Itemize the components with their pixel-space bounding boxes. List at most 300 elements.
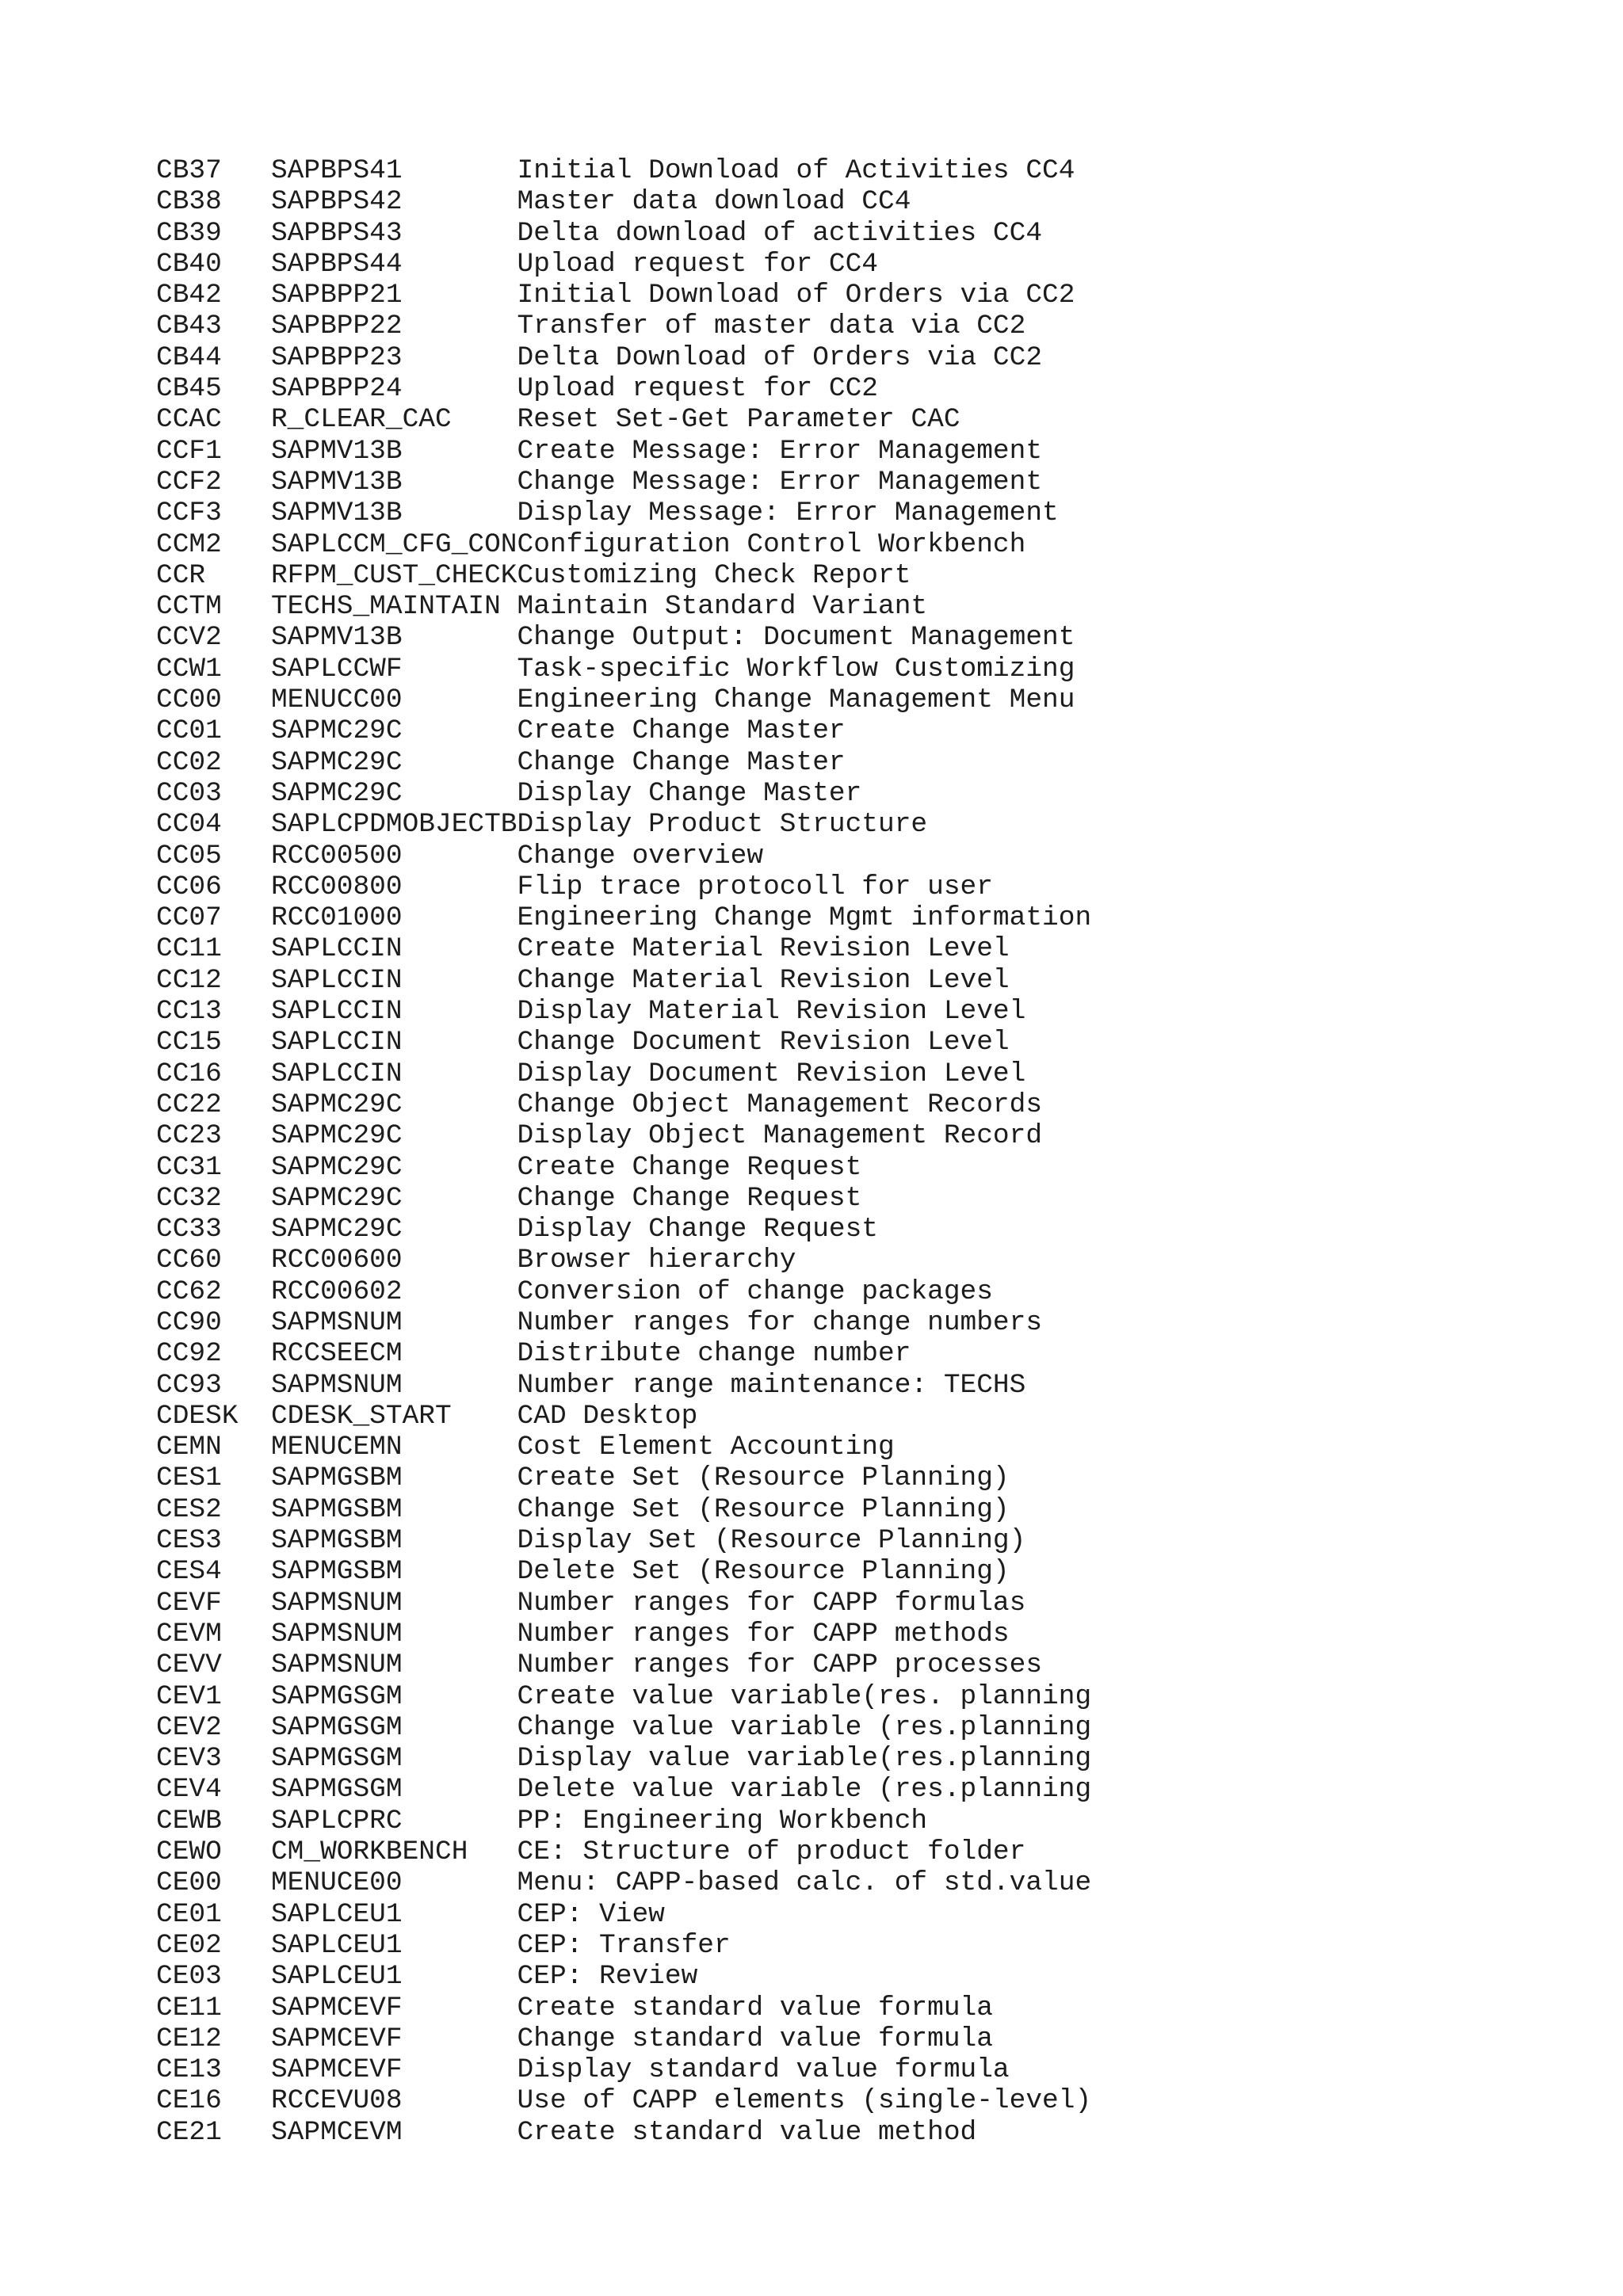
table-row (156, 1556, 1091, 1587)
column-gap (222, 249, 271, 280)
transaction-description: Display Change Master (517, 777, 862, 809)
column-gap (403, 1961, 517, 1992)
program-name: SAPMC29C (270, 1214, 403, 1245)
column-gap (222, 1525, 271, 1556)
table-row (156, 1588, 1091, 1619)
table-row (156, 1370, 1091, 1401)
transaction-description: Task-specific Workflow Customizing (517, 653, 1075, 685)
column-gap (403, 1806, 517, 1836)
table-row (156, 311, 1091, 341)
table-row (156, 809, 1091, 840)
program-name: SAPMC29C (270, 777, 403, 809)
transaction-description: Engineering Change Management Menu (517, 685, 1075, 716)
transaction-description: Change overview (517, 840, 764, 871)
table-row (156, 871, 1091, 902)
program-name: RCC00600 (270, 1245, 403, 1276)
program-name: SAPMC29C (270, 746, 403, 778)
column-gap (222, 715, 271, 746)
column-gap (222, 2085, 271, 2116)
transaction-description: Change Change Master (517, 746, 846, 778)
column-gap (403, 1338, 517, 1369)
transaction-code: CEVF (156, 1587, 222, 1619)
column-gap (222, 1743, 271, 1774)
transaction-description: Create Change Master (517, 715, 846, 747)
program-name: SAPBPS42 (270, 186, 403, 218)
table-row (156, 1432, 1091, 1463)
column-gap (222, 498, 271, 528)
column-gap (403, 933, 517, 964)
transaction-description: PP: Engineering Workbench (517, 1805, 928, 1836)
transaction-code: CC01 (156, 715, 222, 747)
column-gap (222, 404, 271, 435)
program-name: SAPLCEU1 (270, 1898, 403, 1930)
column-gap (222, 155, 271, 186)
table-row (156, 2054, 1091, 2085)
program-name: SAPMSNUM (270, 1587, 403, 1619)
transaction-code: CC00 (156, 685, 222, 716)
transaction-description: Change standard value formula (517, 2023, 993, 2054)
column-gap (403, 747, 517, 778)
column-gap (222, 1183, 271, 1214)
column-gap (222, 965, 271, 996)
program-name: RCC00602 (270, 1276, 403, 1307)
program-name: SAPMGSGM (270, 1743, 403, 1775)
program-name: SAPMCEVF (270, 1992, 403, 2023)
column-gap (403, 1867, 517, 1898)
column-gap (222, 280, 271, 311)
table-row (156, 1276, 1091, 1307)
table-row (156, 373, 1091, 404)
program-name: SAPLCPRC (270, 1805, 403, 1836)
program-name: MENUCC00 (270, 685, 403, 716)
transaction-code: CC33 (156, 1214, 222, 1245)
column-gap (222, 685, 271, 715)
column-gap (403, 622, 517, 653)
transaction-description: Number range maintenance: TECHS (517, 1369, 1026, 1401)
column-gap (222, 1432, 271, 1463)
program-name: SAPMCEVF (270, 2054, 403, 2086)
column-gap (403, 1774, 517, 1805)
program-name: SAPLCCWF (270, 653, 403, 685)
table-row (156, 965, 1091, 996)
transaction-description: Change Document Revision Level (517, 1027, 1010, 1058)
transaction-code: CC15 (156, 1027, 222, 1058)
program-name: CM_WORKBENCH (270, 1836, 468, 1868)
program-name: SAPMV13B (270, 498, 403, 529)
transaction-description: Display Object Management Record (517, 1120, 1043, 1152)
transaction-code-listing (156, 155, 1091, 2148)
table-row (156, 1836, 1091, 1867)
transaction-code: CEVM (156, 1618, 222, 1650)
table-row (156, 1712, 1091, 1743)
transaction-code: CCF1 (156, 435, 222, 467)
table-row (156, 155, 1091, 186)
transaction-code: CCM2 (156, 528, 222, 560)
transaction-code: CE03 (156, 1961, 222, 1993)
transaction-description: Customizing Check Report (517, 559, 911, 591)
column-gap (222, 1774, 271, 1805)
column-gap (403, 2117, 517, 2148)
table-row (156, 996, 1091, 1027)
column-gap (403, 1370, 517, 1401)
column-gap (222, 1276, 271, 1307)
column-gap (403, 1089, 517, 1120)
table-row (156, 1867, 1091, 1898)
column-gap (452, 1401, 517, 1432)
table-row (156, 1806, 1091, 1836)
transaction-code: CCW1 (156, 653, 222, 685)
transaction-code: CB44 (156, 341, 222, 373)
transaction-description: CAD Desktop (517, 1400, 698, 1432)
table-row (156, 902, 1091, 933)
table-row (156, 1214, 1091, 1245)
column-gap (403, 1588, 517, 1619)
column-gap (222, 436, 271, 467)
column-gap (403, 778, 517, 809)
table-row (156, 2023, 1091, 2054)
column-gap (403, 1930, 517, 1961)
column-gap (403, 1152, 517, 1183)
transaction-description: Upload request for CC4 (517, 248, 879, 280)
table-row (156, 218, 1091, 249)
table-row (156, 529, 1091, 560)
transaction-code: CC90 (156, 1306, 222, 1338)
program-name: RCC00800 (270, 871, 403, 902)
transaction-description: Upload request for CC2 (517, 373, 879, 405)
column-gap (222, 1899, 271, 1930)
transaction-description: Master data download CC4 (517, 186, 911, 218)
column-gap (403, 1743, 517, 1774)
program-name: SAPMGSBM (270, 1556, 403, 1588)
table-row (156, 280, 1091, 311)
column-gap (403, 1899, 517, 1930)
transaction-code: CES1 (156, 1463, 222, 1494)
transaction-code: CC04 (156, 809, 222, 841)
table-row (156, 404, 1091, 435)
column-gap (222, 1338, 271, 1369)
table-row (156, 2117, 1091, 2148)
column-gap (222, 1152, 271, 1183)
program-name: RCC01000 (270, 902, 403, 934)
column-gap (403, 1619, 517, 1650)
program-name: SAPMSNUM (270, 1650, 403, 1681)
program-name: SAPLCCIN (270, 964, 403, 996)
column-gap (403, 1556, 517, 1587)
table-row (156, 841, 1091, 871)
column-gap (222, 311, 271, 341)
transaction-code: CC03 (156, 777, 222, 809)
transaction-description: Display Material Revision Level (517, 996, 1026, 1028)
transaction-code: CB43 (156, 311, 222, 342)
column-gap (403, 1276, 517, 1307)
transaction-code: CE00 (156, 1867, 222, 1899)
table-row (156, 249, 1091, 280)
transaction-code: CB42 (156, 280, 222, 311)
program-name: SAPBPP22 (270, 311, 403, 342)
transaction-description: Create Set (Resource Planning) (517, 1463, 1010, 1494)
column-gap (222, 1867, 271, 1898)
table-row (156, 778, 1091, 809)
program-name: SAPMCEVF (270, 2023, 403, 2054)
column-gap (222, 1650, 271, 1680)
transaction-description: CEP: Transfer (517, 1929, 731, 1961)
column-gap (222, 373, 271, 404)
table-row (156, 1401, 1091, 1432)
transaction-description: Reset Set-Get Parameter CAC (517, 404, 960, 436)
program-name: SAPLCCIN (270, 933, 403, 965)
column-gap (403, 1245, 517, 1276)
transaction-description: Create Message: Error Management (517, 435, 1043, 467)
column-gap (222, 933, 271, 964)
column-gap (222, 902, 271, 933)
transaction-description: CE: Structure of product folder (517, 1836, 1026, 1868)
transaction-description: Maintain Standard Variant (517, 591, 928, 623)
column-gap (403, 1712, 517, 1743)
transaction-description: Create standard value formula (517, 1992, 993, 2023)
transaction-description: Change value variable (res.planning (517, 1711, 1092, 1743)
transaction-code: CE02 (156, 1929, 222, 1961)
column-gap (222, 1588, 271, 1619)
program-name: RFPM_CUST_CHECK (270, 559, 517, 591)
transaction-description: CEP: Review (517, 1961, 698, 1993)
transaction-code: CC05 (156, 840, 222, 871)
column-gap (222, 622, 271, 653)
transaction-code: CEWO (156, 1836, 222, 1868)
transaction-code: CE21 (156, 2116, 222, 2148)
transaction-description: Delete Set (Resource Planning) (517, 1556, 1010, 1588)
column-gap (452, 404, 517, 435)
program-name: SAPMSNUM (270, 1618, 403, 1650)
transaction-code: CEMN (156, 1432, 222, 1463)
table-row (156, 622, 1091, 653)
column-gap (222, 1619, 271, 1650)
column-gap (403, 1058, 517, 1089)
transaction-description: Display Message: Error Management (517, 498, 1059, 529)
program-name: MENUCEMN (270, 1432, 403, 1463)
transaction-code: CES4 (156, 1556, 222, 1588)
column-gap (403, 2054, 517, 2085)
column-gap (468, 1836, 517, 1867)
column-gap (403, 1494, 517, 1525)
column-gap (222, 871, 271, 902)
table-row (156, 1245, 1091, 1276)
column-gap (403, 1993, 517, 2023)
column-gap (403, 373, 517, 404)
program-name: SAPLCCIN (270, 1058, 403, 1089)
transaction-description: Delta Download of Orders via CC2 (517, 341, 1043, 373)
table-row (156, 186, 1091, 217)
column-gap (222, 1058, 271, 1089)
program-name: SAPMGSBM (270, 1525, 403, 1557)
transaction-description: Configuration Control Workbench (517, 528, 1026, 560)
table-row (156, 1930, 1091, 1961)
program-name: SAPBPP23 (270, 341, 403, 373)
column-gap (403, 249, 517, 280)
column-gap (222, 1806, 271, 1836)
transaction-code: CC93 (156, 1369, 222, 1401)
transaction-code: CC23 (156, 1120, 222, 1152)
column-gap (403, 654, 517, 685)
transaction-code: CCTM (156, 591, 222, 623)
table-row (156, 498, 1091, 528)
column-gap (222, 467, 271, 498)
column-gap (403, 1120, 517, 1151)
program-name: SAPMCEVM (270, 2116, 403, 2148)
program-name: SAPLCEU1 (270, 1929, 403, 1961)
column-gap (222, 1463, 271, 1493)
transaction-code: CEV4 (156, 1774, 222, 1806)
table-row (156, 1494, 1091, 1525)
table-row (156, 715, 1091, 746)
column-gap (222, 1494, 271, 1525)
transaction-description: Change Change Request (517, 1182, 862, 1214)
transaction-code: CB37 (156, 155, 222, 186)
column-gap (222, 1836, 271, 1867)
column-gap (222, 1307, 271, 1338)
program-name: TECHS_MAINTAIN (270, 591, 501, 623)
column-gap (403, 996, 517, 1027)
column-gap (222, 1245, 271, 1276)
transaction-description: Create Change Request (517, 1151, 862, 1183)
table-row (156, 1183, 1091, 1214)
column-gap (222, 1961, 271, 1992)
transaction-description: CEP: View (517, 1898, 665, 1930)
column-gap (403, 2023, 517, 2054)
column-gap (403, 467, 517, 498)
table-row (156, 1681, 1091, 1712)
program-name: SAPMC29C (270, 1089, 403, 1120)
transaction-code: CC32 (156, 1182, 222, 1214)
table-row (156, 467, 1091, 498)
transaction-code: CCAC (156, 404, 222, 436)
transaction-code: CDESK (156, 1400, 239, 1432)
transaction-code: CES3 (156, 1525, 222, 1557)
transaction-code: CCF3 (156, 498, 222, 529)
transaction-code: CC02 (156, 746, 222, 778)
table-row (156, 1993, 1091, 2023)
table-row (156, 1899, 1091, 1930)
column-gap (222, 1681, 271, 1712)
column-gap (222, 841, 271, 871)
column-gap (403, 218, 517, 249)
transaction-code: CE11 (156, 1992, 222, 2023)
column-gap (222, 529, 271, 560)
transaction-code: CEV3 (156, 1743, 222, 1775)
column-gap (403, 498, 517, 528)
column-gap (403, 2085, 517, 2116)
program-name: SAPMC29C (270, 1120, 403, 1152)
transaction-code: CES2 (156, 1493, 222, 1525)
transaction-code: CEVV (156, 1650, 222, 1681)
column-gap (222, 218, 271, 249)
column-gap (222, 2054, 271, 2085)
transaction-code: CC13 (156, 996, 222, 1028)
table-row (156, 1338, 1091, 1369)
transaction-code: CCR (156, 559, 206, 591)
table-row (156, 1089, 1091, 1120)
transaction-description: Use of CAPP elements (single-level) (517, 2085, 1092, 2117)
column-gap (403, 965, 517, 996)
transaction-description: Display standard value formula (517, 2054, 1010, 2086)
column-gap (403, 1432, 517, 1463)
table-row (156, 591, 1091, 622)
program-name: SAPMGSGM (270, 1711, 403, 1743)
transaction-description: Initial Download of Orders via CC2 (517, 280, 1075, 311)
transaction-code: CC22 (156, 1089, 222, 1120)
transaction-code: CC11 (156, 933, 222, 965)
transaction-description: Number ranges for CAPP processes (517, 1650, 1043, 1681)
program-name: SAPLCPDMOBJECTB (270, 809, 517, 841)
transaction-description: Display value variable(res.planning (517, 1743, 1092, 1775)
column-gap (222, 1993, 271, 2023)
program-name: SAPBPP24 (270, 373, 403, 405)
transaction-description: Transfer of master data via CC2 (517, 311, 1026, 342)
program-name: MENUCE00 (270, 1867, 403, 1899)
program-name: R_CLEAR_CAC (270, 404, 452, 436)
column-gap (222, 1120, 271, 1151)
program-name: SAPMSNUM (270, 1306, 403, 1338)
program-name: SAPMV13B (270, 466, 403, 498)
table-row (156, 1058, 1091, 1089)
column-gap (403, 1214, 517, 1245)
program-name: SAPLCCM_CFG_CON (270, 528, 517, 560)
column-gap (222, 591, 271, 622)
transaction-code: CEWB (156, 1805, 222, 1836)
transaction-code: CB39 (156, 217, 222, 249)
transaction-description: Display Document Revision Level (517, 1058, 1026, 1089)
column-gap (222, 809, 271, 840)
transaction-code: CC16 (156, 1058, 222, 1089)
program-name: RCCEVU08 (270, 2085, 403, 2117)
column-gap (403, 1650, 517, 1680)
column-gap (222, 186, 271, 217)
transaction-code: CB40 (156, 248, 222, 280)
program-name: SAPMGSBM (270, 1463, 403, 1494)
table-row (156, 1774, 1091, 1805)
transaction-code: CE16 (156, 2085, 222, 2117)
table-row (156, 1120, 1091, 1151)
column-gap (403, 1525, 517, 1556)
program-name: SAPMC29C (270, 1182, 403, 1214)
program-name: SAPMGSGM (270, 1774, 403, 1806)
transaction-description: Number ranges for change numbers (517, 1306, 1043, 1338)
transaction-description: Change Material Revision Level (517, 964, 1010, 996)
transaction-description: Number ranges for CAPP formulas (517, 1587, 1026, 1619)
transaction-code: CE13 (156, 2054, 222, 2086)
column-gap (239, 1401, 271, 1432)
program-name: SAPMGSGM (270, 1680, 403, 1712)
column-gap (501, 591, 517, 622)
transaction-code: CCV2 (156, 622, 222, 654)
column-gap (222, 2117, 271, 2148)
transaction-description: Distribute change number (517, 1338, 911, 1370)
program-name: SAPBPS41 (270, 155, 403, 186)
transaction-description: Browser hierarchy (517, 1245, 796, 1276)
program-name: SAPMSNUM (270, 1369, 403, 1401)
column-gap (205, 560, 271, 591)
column-gap (222, 747, 271, 778)
transaction-code: CCF2 (156, 466, 222, 498)
transaction-description: Change Message: Error Management (517, 466, 1043, 498)
table-row (156, 1619, 1091, 1650)
column-gap (222, 1712, 271, 1743)
column-gap (403, 841, 517, 871)
transaction-code: CEV2 (156, 1711, 222, 1743)
transaction-code: CEV1 (156, 1680, 222, 1712)
transaction-description: Create value variable(res. planning (517, 1680, 1092, 1712)
transaction-code: CC92 (156, 1338, 222, 1370)
column-gap (403, 685, 517, 715)
